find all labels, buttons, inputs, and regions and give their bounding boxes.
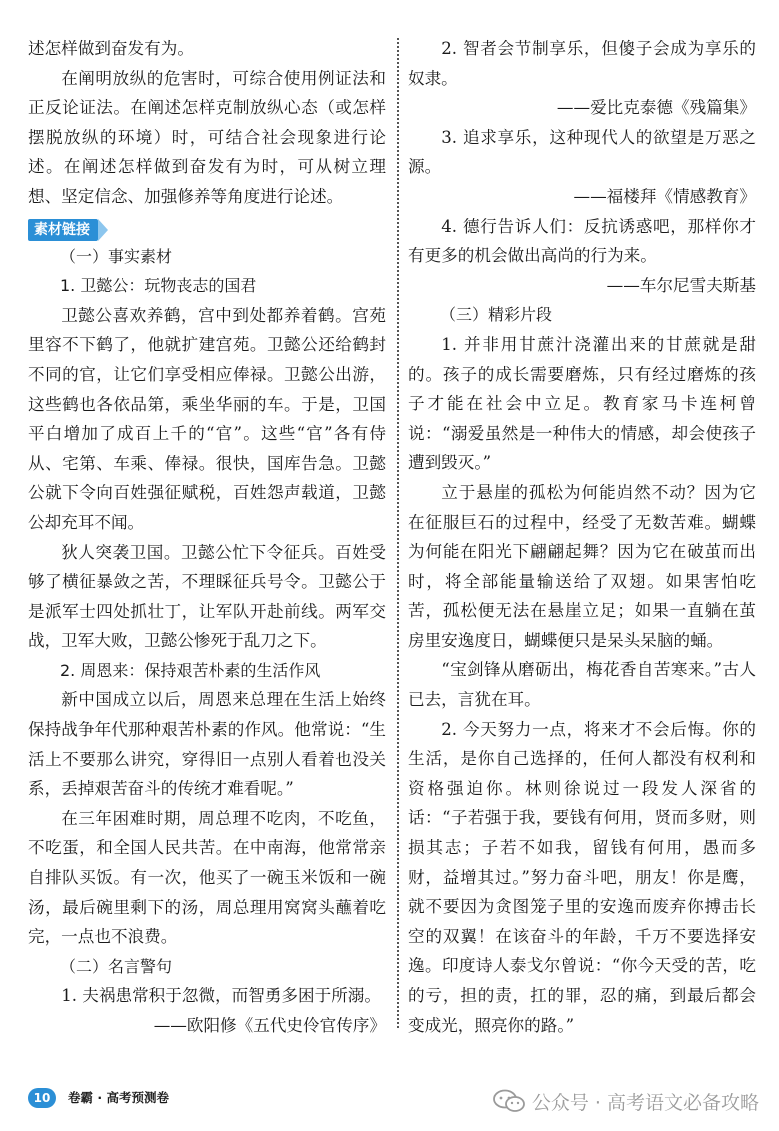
page-number: 10: [28, 1088, 56, 1108]
wechat-icon: [492, 1089, 526, 1113]
paragraph: 卫懿公喜欢养鹤，宫中到处都养着鹤。宫苑里容不下鹤了，他就扩建宫苑。卫懿公还给鹤封不同的官，让它们享受相应俸禄。卫懿公出游，这些鹤也各依品第，乘坐华丽的车。于是，卫国平白增加了成百上千的“官”。这些“官”各有侍从、宅第、车乘、俸禄。很快，国库告急。卫懿公就下令向百姓强征赋税，百姓怨声载道，卫懿公却充耳不闻。: [28, 305, 386, 532]
left-column: [28, 34, 386, 1041]
paragraph: 立于悬崖的孤松为何能岿然不动？因为它在征服巨石的过程中，经受了无数苦难。蝴蝶为何能在阳光下翩翩起舞？因为它在破茧而出时，将全部能量输送给了双翅。如果害怕吃苦，孤松便无法在悬崖立足；如果一直躺在茧房里安逸度日，蝴蝶便只是呆头呆脑的蛹。: [408, 482, 756, 650]
quote-source: ——欧阳修《五代史伶官传序》: [153, 1016, 386, 1035]
paragraph: 述怎样做到奋发有为。: [28, 39, 194, 58]
section-heading: （二）名言警句: [60, 956, 173, 976]
watermark-text: 公众号 · 高考语文必备攻略: [531, 1091, 759, 1114]
column-divider: [397, 38, 399, 1028]
quote-source: ——福楼拜《情感教育》: [573, 186, 756, 206]
paragraph: 新中国成立以后，周恩来总理在生活上始终保持战争年代那种艰苦朴素的作风。他常说：“生活上不要那么讲究，穿得旧一点别人看着也没关系，丢掉艰苦奋斗的传统才难看呢。”: [28, 690, 386, 799]
paragraph: 2. 今天努力一点，将来才不会后悔。你的生活，是你自己选择的，任何人都没有权利和资格强迫你。林则徐说过一段发人深省的话：“子若强于我，要钱有何用，贤而多财，则损其志；子若不如我，留钱有何用，愚而多财，益增其过。”努力奋斗吧，朋友！你是鹰，就不要因为贪图笼子里的安逸而废弃你搏击长空的双翼！在该奋斗的年龄，千万不要选择安逸。印度诗人泰戈尔曾说：“你今天受的苦，吃的亏，担的责，扛的罪，忍的痛，到最后都会变成光，照亮你的路。”: [408, 719, 756, 1035]
paragraph: 在三年困难时期，周总理不吃肉，不吃鱼，不吃蛋，和全国人民共苦。在中南海，他常常亲自排队买饭。有一次，他买了一碗玉米饭和一碗汤，最后碗里剩下的汤，周总理用窝窝头蘸着吃完，一点也不浪费。: [28, 808, 386, 947]
section-heading: （三）精彩片段: [440, 305, 553, 325]
paragraph: “宝剑锋从磨砺出，梅花香自苦寒来。”古人已去，言犹在耳。: [408, 660, 756, 710]
book-title: 卷霸 · 高考预测卷: [68, 1090, 169, 1105]
material-link-tag-wrap: [28, 214, 386, 240]
quote: 3. 追求享乐，这种现代人的欲望是万恶之源。: [408, 127, 756, 177]
tag-label: 素材链接: [34, 221, 90, 238]
material-link-tag: [28, 219, 98, 241]
quote: 1. 夫祸患常积于忽微，而智勇多困于所溺。: [61, 986, 381, 1006]
item-heading: 1. 卫懿公：玩物丧志的国君: [60, 276, 257, 296]
quote-source: ——车尔尼雪夫斯基: [606, 275, 756, 295]
right-column: [408, 34, 756, 1040]
quote-source: ——爱比克泰德《残篇集》: [556, 98, 756, 118]
paragraph: 狄人突袭卫国。卫懿公忙下令征兵。百姓受够了横征暴敛之苦，不理睬征兵号令。卫懿公于是派军士四处抓壮丁，让军队开赴前线。两军交战，卫军大败，卫懿公惨死于乱刀之下。: [28, 542, 386, 651]
paragraph: 在阐明放纵的危害时，可综合使用例证法和正反论证法。在阐述怎样克制放纵心态（或怎样摆脱放纵的环境）时，可结合社会现象进行论述。在阐述怎样做到奋发有为时，可从树立理想、坚定信念、加强修养等角度进行论述。: [28, 68, 386, 206]
quote: 2. 智者会节制享乐，但傻子会成为享乐的奴隶。: [408, 39, 756, 88]
quote: 4. 德行告诉人们：反抗诱惑吧，那样你才有更多的机会做出高尚的行为来。: [408, 216, 756, 266]
section-heading: （一）事实素材: [60, 246, 173, 266]
paragraph: 1. 并非用甘蔗汁浇灌出来的甘蔗就是甜的。孩子的成长需要磨炼，只有经过磨炼的孩子才能在社会中立足。教育家马卡连柯曾说：“溺爱虽然是一种伟大的情感，却会使孩子遭到毁灭。”: [408, 334, 756, 473]
tag-arrow-icon: [98, 219, 108, 241]
item-heading: 2. 周恩来：保持艰苦朴素的生活作风: [60, 660, 321, 680]
watermark: [492, 1086, 759, 1116]
